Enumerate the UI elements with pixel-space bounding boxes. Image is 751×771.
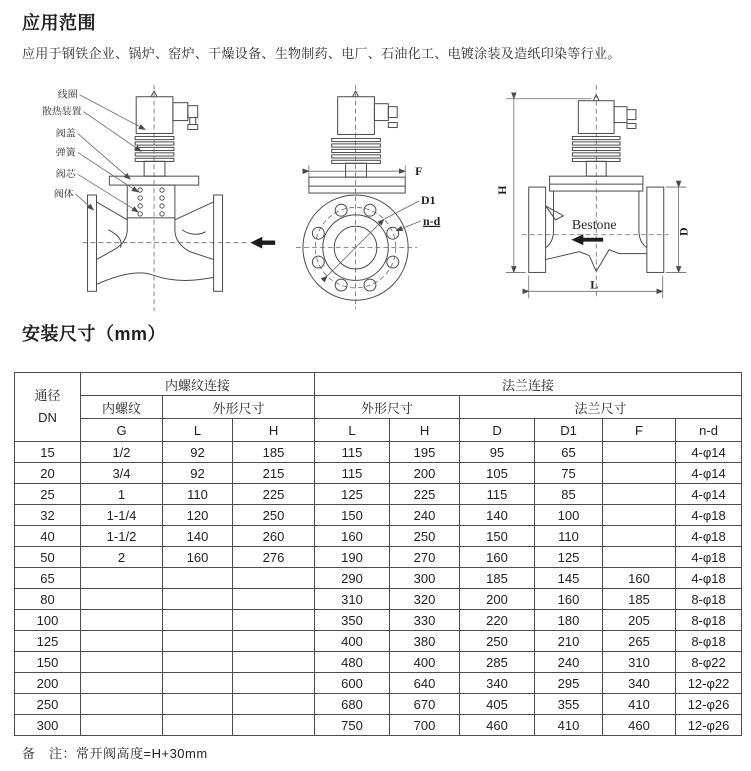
table-cell: 265 (603, 631, 676, 652)
dim-label-nd: n-d (423, 213, 441, 228)
table-cell: 400 (315, 631, 390, 652)
dn-label-line1: 通径 (34, 388, 61, 403)
table-cell: 260 (233, 526, 315, 547)
table-cell: 12-φ22 (676, 673, 742, 694)
table-cell: 125 (15, 631, 81, 652)
label-spring: 弹簧 (55, 147, 76, 159)
subgroup-header-flange-dims: 外形尺寸 (315, 396, 460, 419)
heat-sink-fins (135, 136, 174, 161)
table-cell: 240 (390, 505, 460, 526)
table-cell: 250 (233, 505, 315, 526)
section-title-installation-dimensions: 安装尺寸（mm） (22, 324, 167, 344)
table-cell: 220 (460, 610, 535, 631)
table-cell: 195 (390, 442, 460, 463)
table-cell (163, 589, 233, 610)
table-cell: 750 (315, 715, 390, 736)
left-flange (529, 187, 546, 272)
dim-label-d: D (676, 227, 691, 237)
table-row (15, 715, 742, 736)
table-cell: 680 (315, 694, 390, 715)
table-cell (603, 484, 676, 505)
label-valve-core: 阀芯 (55, 169, 76, 181)
table-cell: 300 (15, 715, 81, 736)
table-cell: 310 (603, 652, 676, 673)
table-cell (81, 568, 163, 589)
table-cell: 1 (81, 484, 163, 505)
table-cell: 355 (535, 694, 603, 715)
table-row (15, 652, 742, 673)
valve-side-view-drawing (492, 80, 740, 316)
table-cell: 225 (390, 484, 460, 505)
table-cell: 240 (535, 652, 603, 673)
subgroup-header-thread-dims: 外形尺寸 (163, 396, 315, 419)
table-cell: 115 (460, 484, 535, 505)
table-cell: 2 (81, 547, 163, 568)
top-flange-plate (309, 177, 405, 193)
table-cell: 276 (233, 547, 315, 568)
table-cell: 405 (460, 694, 535, 715)
table-cell (81, 631, 163, 652)
table-cell: 105 (460, 463, 535, 484)
table-cell: 160 (460, 547, 535, 568)
table-cell: 310 (315, 589, 390, 610)
table-cell: 4-φ18 (676, 505, 742, 526)
label-valve-body: 阀体 (53, 189, 74, 201)
subgroup-header-thread: 内螺纹 (81, 396, 163, 419)
table-cell: 185 (233, 442, 315, 463)
table-cell: 50 (15, 547, 81, 568)
table-cell: 120 (163, 505, 233, 526)
table-cell: 160 (535, 589, 603, 610)
table-cell: 295 (535, 673, 603, 694)
table-cell: 75 (535, 463, 603, 484)
table-cell: 160 (315, 526, 390, 547)
table-cell: 285 (460, 652, 535, 673)
table-cell: 200 (460, 589, 535, 610)
table-note: 备 注：常开阀高度=H+30mm (22, 746, 208, 761)
table-cell: 380 (390, 631, 460, 652)
table-cell: 200 (15, 673, 81, 694)
column-header: D (460, 419, 535, 442)
table-cell: 8-φ18 (676, 610, 742, 631)
dim-label-d1: D1 (421, 192, 436, 207)
table-cell (81, 715, 163, 736)
table-cell: 150 (15, 652, 81, 673)
table-cell: 4-φ14 (676, 463, 742, 484)
table-cell: 8-φ18 (676, 631, 742, 652)
column-header: D1 (535, 419, 603, 442)
table-cell: 150 (460, 526, 535, 547)
table-cell (603, 526, 676, 547)
table-cell (233, 652, 315, 673)
heat-sink-fins (332, 138, 381, 163)
table-cell: 300 (390, 568, 460, 589)
table-row (15, 694, 742, 715)
valve-body-outline (88, 195, 223, 291)
valve-drawings (25, 80, 740, 316)
table-cell: 160 (603, 568, 676, 589)
application-description: 应用于钢铁企业、锅炉、窑炉、干燥设备、生物制药、电厂、石油化工、电镀涂装及造纸印染等行业。 (22, 46, 621, 61)
column-header-dn (15, 373, 81, 442)
brand-label: Bestone (571, 217, 617, 233)
table-cell (163, 673, 233, 694)
table-cell: 110 (535, 526, 603, 547)
table-row (15, 526, 742, 547)
table-row (15, 484, 742, 505)
table-cell: 330 (390, 610, 460, 631)
table-cell: 270 (390, 547, 460, 568)
table-cell: 145 (535, 568, 603, 589)
flow-direction-arrow-icon (250, 237, 275, 249)
dimensions-table (14, 372, 742, 736)
table-cell (233, 694, 315, 715)
right-flange (647, 187, 664, 272)
table-cell: 185 (603, 589, 676, 610)
column-header: F (603, 419, 676, 442)
table-cell: 1-1/2 (81, 526, 163, 547)
table-cell: 92 (163, 442, 233, 463)
table-cell: 40 (15, 526, 81, 547)
table-cell: 25 (15, 484, 81, 505)
group-header-flange-connection: 法兰连接 (315, 373, 742, 396)
table-cell (603, 547, 676, 568)
table-cell: 640 (390, 673, 460, 694)
table-cell: 4-φ14 (676, 484, 742, 505)
table-cell: 205 (603, 610, 676, 631)
label-coil: 线圈 (57, 89, 78, 101)
table-cell (81, 610, 163, 631)
table-row (15, 568, 742, 589)
table-cell: 85 (535, 484, 603, 505)
table-cell: 225 (233, 484, 315, 505)
table-row (15, 442, 742, 463)
table-cell: 400 (390, 652, 460, 673)
table-cell: 115 (315, 442, 390, 463)
table-row (15, 505, 742, 526)
part-labels (42, 88, 145, 212)
dim-label-f: F (415, 164, 423, 179)
table-cell: 125 (315, 484, 390, 505)
table-cell: 600 (315, 673, 390, 694)
table-cell: 190 (315, 547, 390, 568)
table-cell: 460 (460, 715, 535, 736)
table-cell: 20 (15, 463, 81, 484)
table-row (15, 589, 742, 610)
table-cell: 250 (390, 526, 460, 547)
section-title-application-scope: 应用范围 (22, 13, 96, 33)
table-cell: 80 (15, 589, 81, 610)
table-cell: 410 (535, 715, 603, 736)
table-cell: 700 (390, 715, 460, 736)
table-cell (81, 694, 163, 715)
table-cell (163, 694, 233, 715)
table-cell (233, 673, 315, 694)
table-cell: 140 (163, 526, 233, 547)
table-cell: 250 (460, 631, 535, 652)
table-cell: 65 (535, 442, 603, 463)
table-cell: 410 (603, 694, 676, 715)
label-bonnet: 阀盖 (55, 128, 76, 140)
table-cell (163, 715, 233, 736)
table-cell: 320 (390, 589, 460, 610)
table-cell: 290 (315, 568, 390, 589)
dn-label-line2: DN (38, 410, 57, 425)
table-cell: 340 (460, 673, 535, 694)
table-cell: 4-φ18 (676, 568, 742, 589)
table-cell (233, 568, 315, 589)
table-cell: 3/4 (81, 463, 163, 484)
table-cell: 670 (390, 694, 460, 715)
table-cell (233, 631, 315, 652)
group-header-thread-connection: 内螺纹连接 (81, 373, 315, 396)
table-cell (233, 610, 315, 631)
table-cell: 8-φ18 (676, 589, 742, 610)
subgroup-header-flange-size: 法兰尺寸 (460, 396, 742, 419)
table-cell: 8-φ22 (676, 652, 742, 673)
table-cell (163, 631, 233, 652)
dim-label-l: L (590, 277, 599, 292)
table-cell: 4-φ18 (676, 547, 742, 568)
table-cell: 460 (603, 715, 676, 736)
table-cell (163, 568, 233, 589)
table-cell (603, 463, 676, 484)
table-cell: 4-φ18 (676, 526, 742, 547)
table-cell: 185 (460, 568, 535, 589)
table-cell: 250 (15, 694, 81, 715)
flange-circle (296, 195, 417, 300)
table-row (15, 673, 742, 694)
flow-direction-arrow-icon (571, 234, 603, 245)
table-cell (81, 652, 163, 673)
table-cell: 125 (535, 547, 603, 568)
table-row (15, 463, 742, 484)
column-header: L (315, 419, 390, 442)
column-header: H (233, 419, 315, 442)
table-cell: 350 (315, 610, 390, 631)
valve-cross-section-drawing (25, 80, 278, 316)
table-row (15, 610, 742, 631)
table-cell: 100 (535, 505, 603, 526)
label-heat-sink: 散热装置 (41, 106, 82, 118)
table-body (15, 442, 742, 736)
table-cell: 15 (15, 442, 81, 463)
table-cell: 1/2 (81, 442, 163, 463)
table-row (15, 631, 742, 652)
table-cell (603, 505, 676, 526)
table-cell: 110 (163, 484, 233, 505)
table-cell: 160 (163, 547, 233, 568)
table-cell: 150 (315, 505, 390, 526)
table-cell: 480 (315, 652, 390, 673)
table-cell (233, 589, 315, 610)
table-cell: 32 (15, 505, 81, 526)
table-cell: 65 (15, 568, 81, 589)
table-cell: 12-φ26 (676, 694, 742, 715)
table-cell: 340 (603, 673, 676, 694)
table-cell: 215 (233, 463, 315, 484)
column-header: n-d (676, 419, 742, 442)
table-cell: 210 (535, 631, 603, 652)
spring-dots (138, 188, 164, 216)
column-header: H (390, 419, 460, 442)
column-header: L (163, 419, 233, 442)
table-cell: 4-φ14 (676, 442, 742, 463)
table-cell (163, 610, 233, 631)
table-cell (81, 673, 163, 694)
table-cell: 140 (460, 505, 535, 526)
table-cell (163, 652, 233, 673)
table-cell (233, 715, 315, 736)
table-cell (81, 589, 163, 610)
column-header: G (81, 419, 163, 442)
table-row (15, 547, 742, 568)
table-cell (603, 442, 676, 463)
table-cell: 180 (535, 610, 603, 631)
table-cell: 92 (163, 463, 233, 484)
dim-label-h: H (494, 185, 509, 195)
table-cell: 200 (390, 463, 460, 484)
table-cell: 12-φ26 (676, 715, 742, 736)
table-col-letters (15, 419, 742, 442)
valve-front-view-drawing (294, 80, 473, 316)
table-cell: 1-1/4 (81, 505, 163, 526)
table-header (15, 373, 742, 442)
table-cell: 115 (315, 463, 390, 484)
table-cell: 95 (460, 442, 535, 463)
table-cell: 100 (15, 610, 81, 631)
